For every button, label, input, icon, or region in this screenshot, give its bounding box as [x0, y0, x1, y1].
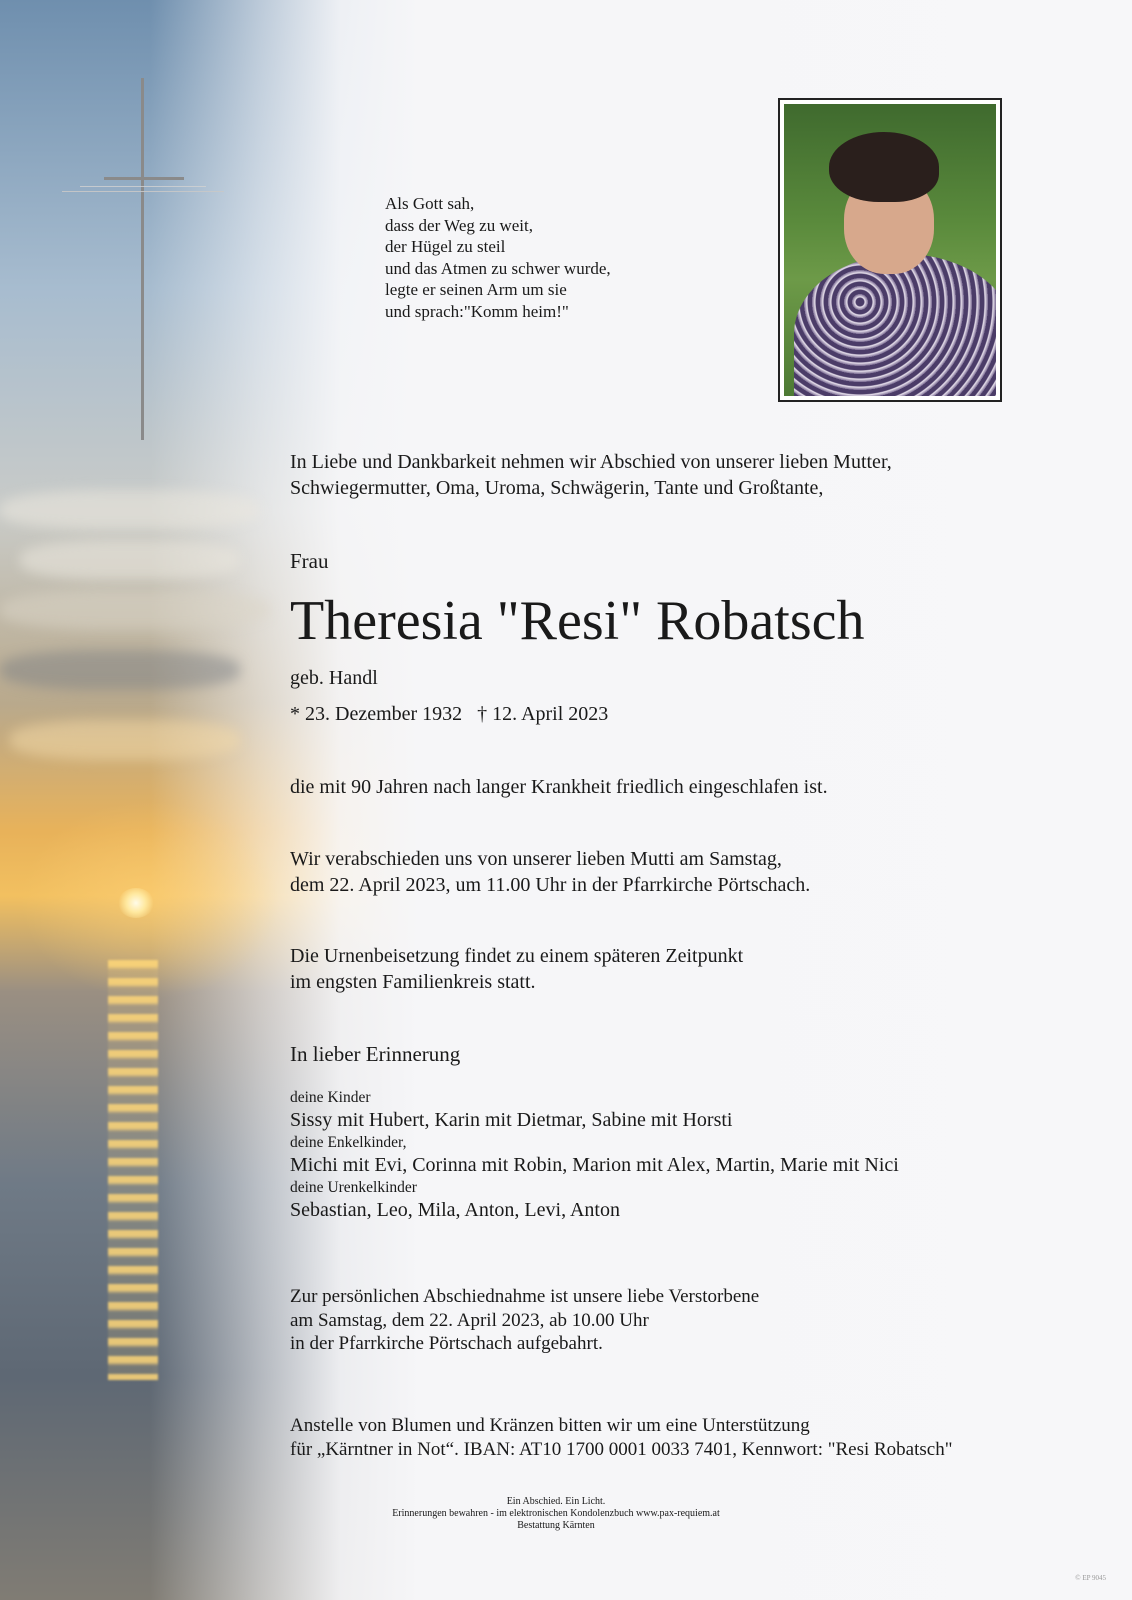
urn-line: im engsten Familienkreis statt.	[290, 971, 536, 993]
birth-name: geb. Handl	[290, 667, 378, 689]
poem	[385, 193, 611, 322]
portrait-photo	[778, 98, 1002, 402]
viewing-line: am Samstag, dem 22. April 2023, ab 10.00 Uhr	[290, 1309, 649, 1331]
life-dates: * 23. Dezember 1932 † 12. April 2023	[290, 703, 609, 725]
family-list	[290, 1088, 899, 1223]
urn-line: Die Urnenbeisetzung findet zu einem späteren Zeitpunkt	[290, 945, 744, 967]
death-note: die mit 90 Jahren nach langer Krankheit friedlich eingeschlafen ist.	[290, 776, 828, 798]
farewell-text	[290, 846, 810, 898]
children-label: deine Kinder	[290, 1089, 371, 1106]
cloud	[0, 490, 260, 530]
farewell-line: dem 22. April 2023, um 11.00 Uhr in der Pfarrkirche Pörtschach.	[290, 874, 811, 896]
footer-line: Bestattung Kärnten	[517, 1520, 595, 1531]
cloud	[0, 650, 240, 690]
intro-line: In Liebe und Dankbarkeit nehmen wir Abschied von unserer lieben Mutter,	[290, 451, 892, 473]
deceased-name: Theresia "Resi" Robatsch	[290, 590, 865, 652]
poem-line: Als Gott sah,	[385, 194, 475, 213]
intro-text	[290, 449, 892, 501]
salutation: Frau	[290, 549, 329, 573]
footer-line: Erinnerungen bewahren - im elektronischen Kondolenzbuch www.pax-requiem.at	[392, 1508, 720, 1519]
viewing-text	[290, 1285, 759, 1356]
farewell-line: Wir verabschieden uns von unserer lieben Mutti am Samstag,	[290, 848, 782, 870]
viewing-line: Zur persönlichen Abschiednahme ist unsere liebe Verstorbene	[290, 1286, 760, 1307]
grandchildren-label: deine Enkelkinder,	[290, 1134, 407, 1151]
poem-line: legte er seinen Arm um sie	[385, 280, 567, 299]
intro-line: Schwiegermutter, Oma, Uroma, Schwägerin, Tante und Großtante,	[290, 477, 824, 499]
great-grandchildren-label: deine Urenkelkinder	[290, 1179, 417, 1196]
donation-text	[290, 1414, 952, 1462]
footer	[300, 1496, 812, 1532]
donation-line: für „Kärntner in Not“. IBAN: AT10 1700 0001 0033 7401, Kennwort: "Resi Robatsch"	[290, 1439, 953, 1460]
poem-line: dass der Weg zu weit,	[385, 215, 533, 235]
memory-heading: In lieber Erinnerung	[290, 1042, 461, 1066]
template-code: © EP 9045	[1075, 1574, 1106, 1582]
sun-glow	[20, 800, 280, 1000]
grandchildren-names: Michi mit Evi, Corinna mit Robin, Marion mit Alex, Martin, Marie mit Nici	[290, 1154, 899, 1176]
urn-text	[290, 943, 743, 995]
sun	[118, 888, 154, 918]
donation-line: Anstelle von Blumen und Kränzen bitten wir um eine Unterstützung	[290, 1415, 810, 1436]
poem-line: der Hügel zu steil	[385, 237, 506, 256]
viewing-line: in der Pfarrkirche Pörtschach aufgebahrt.	[290, 1333, 603, 1354]
poem-line: und das Atmen zu schwer wurde,	[385, 258, 611, 278]
cloud	[20, 540, 240, 580]
poem-line: und sprach:"Komm heim!"	[385, 301, 569, 321]
cloud	[10, 720, 240, 760]
great-grandchildren-names: Sebastian, Leo, Mila, Anton, Levi, Anton	[290, 1199, 620, 1221]
sunset-background	[0, 0, 330, 1600]
sun-reflection	[108, 960, 158, 1380]
footer-line: Ein Abschied. Ein Licht.	[506, 1496, 606, 1507]
children-names: Sissy mit Hubert, Karin mit Dietmar, Sabine mit Horsti	[290, 1109, 733, 1131]
cloud	[0, 590, 270, 630]
